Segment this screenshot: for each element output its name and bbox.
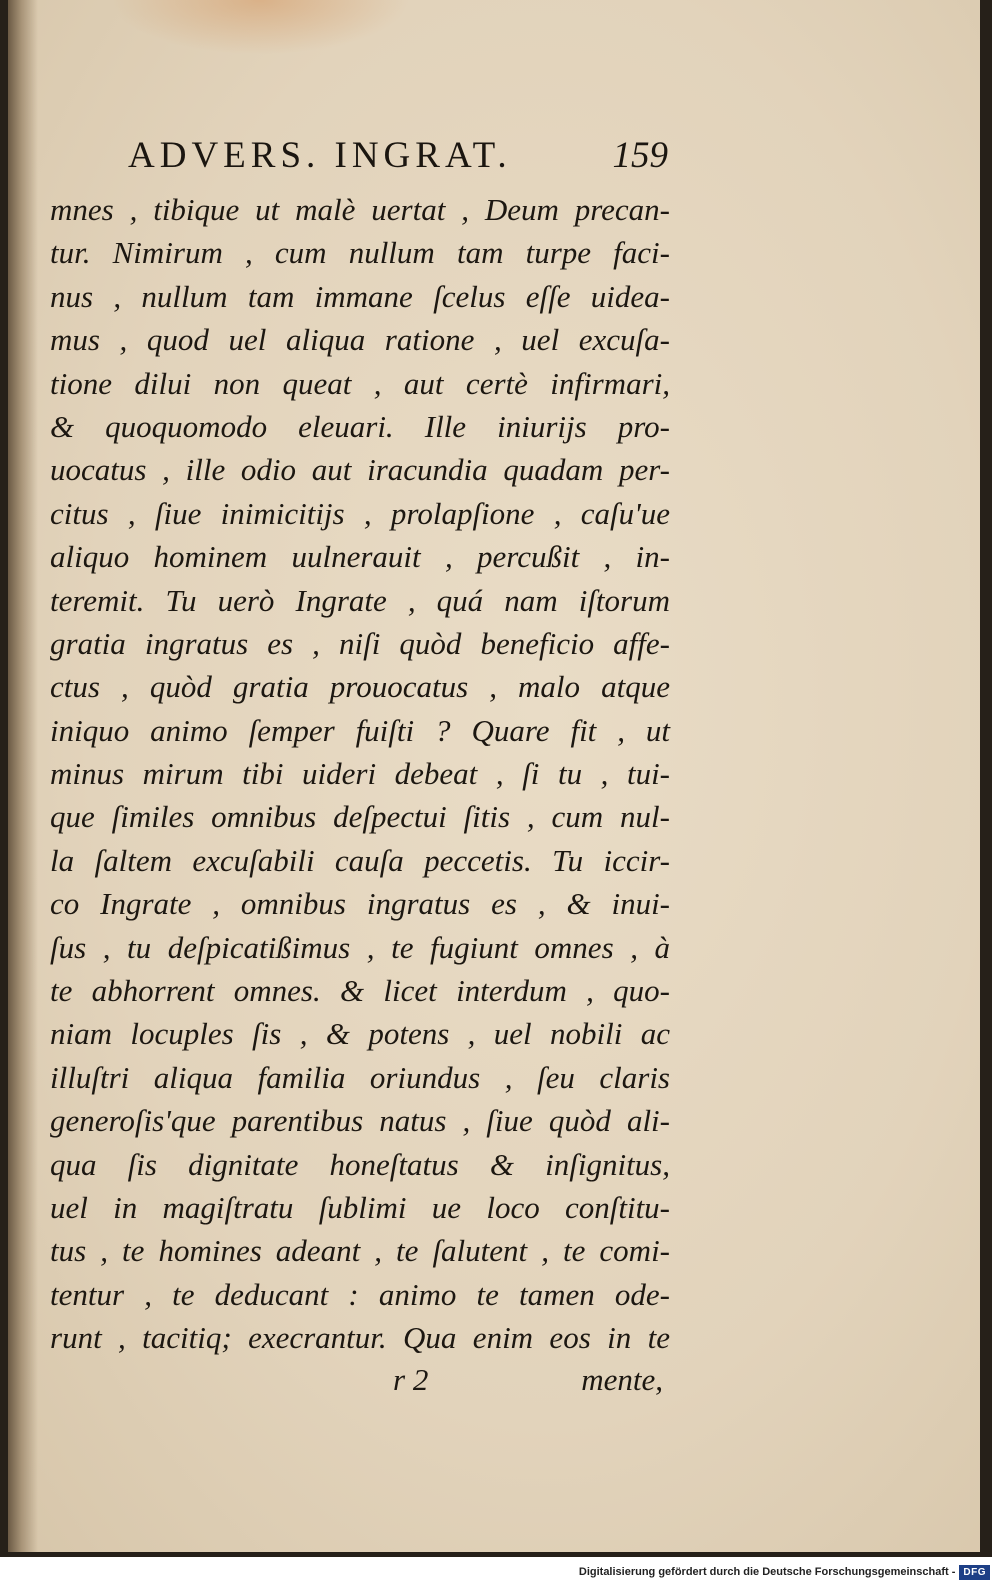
text-line: mus , quod uel aliqua ratione , uel excuſa- bbox=[50, 322, 670, 358]
text-line: nus , nullum tam immane ſcelus eſſe uidea- bbox=[50, 278, 670, 314]
text-line: que ſimiles omnibus deſpectui ſitis , cum nul- bbox=[50, 799, 670, 835]
text-line: tentur , te deducant : animo te tamen ode- bbox=[50, 1276, 670, 1312]
page-spine-shadow bbox=[8, 0, 38, 1552]
text-line: iniquo animo ſemper fuiſti ? Quare fit , ut bbox=[50, 712, 670, 748]
text-line: co Ingrate , omnibus ingratus es , & inui- bbox=[50, 886, 670, 922]
text-line: niam locuples ſis , & potens , uel nobili ac bbox=[50, 1016, 670, 1052]
text-line: te abhorrent omnes. & licet interdum , quo- bbox=[50, 973, 670, 1009]
text-line: aliquo hominem uulnerauit , percußit , in- bbox=[50, 539, 670, 575]
catchword: mente, bbox=[581, 1362, 663, 1397]
page-number: 159 bbox=[612, 135, 668, 176]
text-line: minus mirum tibi uideri debeat , ſi tu , tui- bbox=[50, 756, 670, 792]
text-line: la ſaltem excuſabili cauſa peccetis. Tu iccir- bbox=[50, 842, 670, 878]
footer-credit bbox=[579, 1560, 990, 1584]
dfg-logo: DFG bbox=[959, 1565, 990, 1580]
page-stain bbox=[110, 0, 410, 55]
text-line: illuſtri aliqua familia oriundus , ſeu claris bbox=[50, 1059, 670, 1095]
text-line: mnes , tibique ut malè uertat , Deum precan- bbox=[50, 192, 670, 227]
running-head bbox=[128, 134, 668, 184]
footer-text: Digitalisierung gefördert durch die Deutsche Forschungsgemeinschaft - bbox=[578, 1566, 956, 1578]
text-line: qua ſis dignitate honeſtatus & inſignitus, bbox=[50, 1146, 670, 1182]
text-line: uel in magiſtratu ſublimi ue loco conſtitu- bbox=[50, 1189, 670, 1225]
text-line: ſus , tu deſpicatißimus , te fugiunt omnes , à bbox=[50, 929, 670, 965]
running-title: ADVERS. INGRAT. bbox=[128, 135, 512, 176]
text-line: gratia ingratus es , niſi quòd beneficio affe- bbox=[50, 625, 670, 661]
text-line: runt , tacitiq; execrantur. Qua enim eos in te bbox=[50, 1320, 670, 1356]
text-line: tione dilui non queat , aut certè infirmari, bbox=[50, 365, 670, 401]
text-line: uocatus , ille odio aut iracundia quadam per- bbox=[50, 452, 670, 488]
text-line: citus , ſiue inimicitijs , prolapſione , caſu'ue bbox=[50, 495, 670, 531]
text-line: & quoquomodo eleuari. Ille iniurijs pro- bbox=[50, 408, 670, 444]
text-line: tus , te homines adeant , te ſalutent , te comi- bbox=[50, 1233, 670, 1269]
text-line: generoſis'que parentibus natus , ſiue quòd ali- bbox=[50, 1103, 670, 1139]
text-block bbox=[50, 188, 670, 1360]
text-line: ctus , quòd gratia prouocatus , malo atque bbox=[50, 669, 670, 705]
bottom-catchwords bbox=[393, 1362, 663, 1402]
text-line: teremit. Tu uerò Ingrate , quá nam iſtorum bbox=[50, 582, 670, 618]
text-line: tur. Nimirum , cum nullum tam turpe faci- bbox=[50, 235, 670, 271]
signature-mark: r 2 bbox=[393, 1362, 429, 1397]
